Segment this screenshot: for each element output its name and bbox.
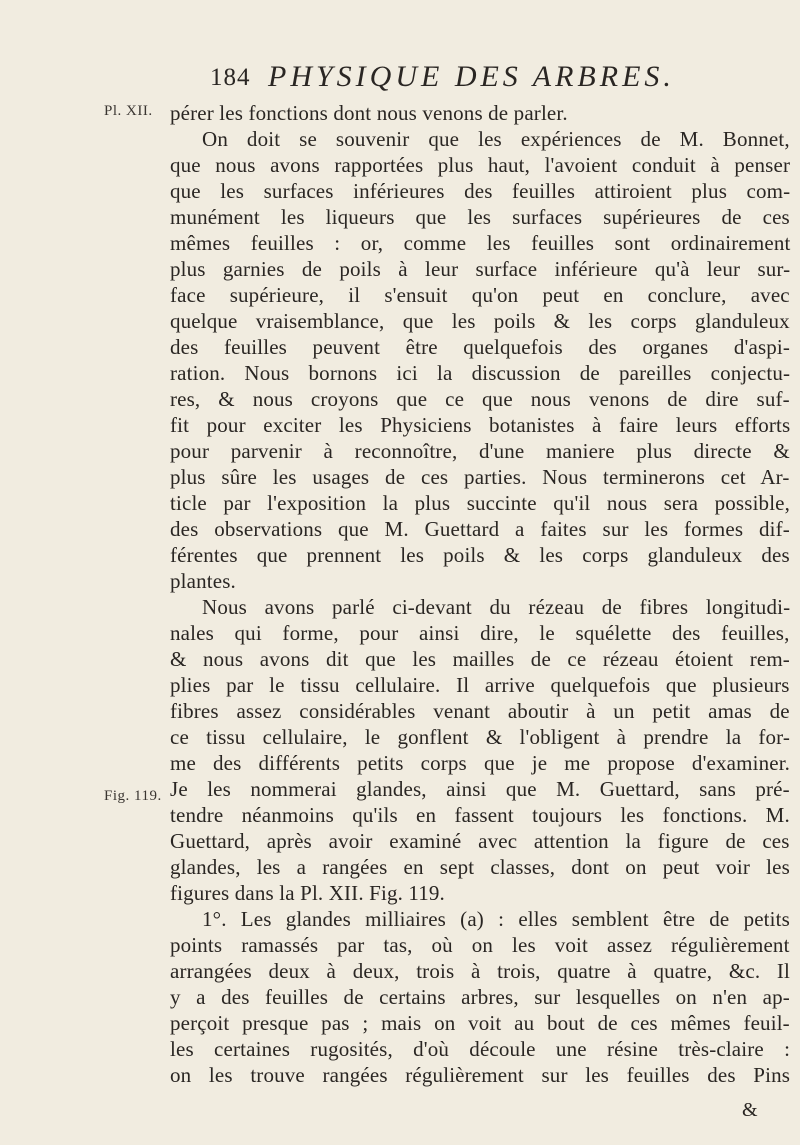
- text-line: perçoit presque pas ; mais on voit au bout de ces mêmes feuil-: [170, 1011, 790, 1035]
- text-line: plus sûre les usages de ces parties. Nous terminerons cet Ar-: [170, 465, 790, 489]
- text-line: 1°. Les glandes milliaires (a) : elles semblent être de petits: [202, 907, 790, 931]
- text-line: les certaines rugosités, d'où découle une résine très-claire :: [170, 1037, 791, 1061]
- text-line: figures dans la Pl. XII. Fig. 119.: [170, 881, 445, 905]
- text-line: Guettard, après avoir examiné avec attention la figure de ces: [170, 829, 790, 853]
- text-line: y a des feuilles de certains arbres, sur lesquelles on n'en ap-: [170, 985, 790, 1009]
- text-line: On doit se souvenir que les expériences de M. Bonnet,: [202, 127, 790, 151]
- text-line: me des différents petits corps que je me propose d'examiner.: [170, 751, 791, 775]
- running-title: PHYSIQUE DES ARBRES.: [268, 60, 675, 93]
- text-line: fit pour exciter les Physiciens botanistes à faire leurs efforts: [170, 413, 791, 437]
- margin-note-plate: Pl. XII.: [104, 103, 153, 119]
- text-line: pour parvenir à reconnoître, d'une maniere plus directe &: [170, 439, 790, 463]
- text-line: fibres assez considérables venant aboutir à un petit amas de: [170, 699, 790, 723]
- text-line: ticle par l'exposition la plus succinte qu'il nous sera possible,: [170, 491, 791, 515]
- text-line: & nous avons dit que les mailles de ce rézeau étoient rem-: [170, 647, 790, 671]
- text-line: nales qui forme, pour ainsi dire, le squélette des feuilles,: [170, 621, 790, 645]
- text-line: ce tissu cellulaire, le gonflent & l'obligent à prendre la for-: [170, 725, 791, 749]
- text-line: plantes.: [170, 569, 236, 593]
- page-header: [0, 60, 800, 100]
- text-line: des observations que M. Guettard a faites sur les formes dif-: [170, 517, 790, 541]
- text-line: pérer les fonctions dont nous venons de parler.: [170, 101, 568, 125]
- text-line: que les surfaces inférieures des feuilles attiroient plus com-: [170, 179, 791, 203]
- page-number: 184: [210, 64, 251, 91]
- text-line: face supérieure, il s'ensuit qu'on peut en conclure, avec: [170, 283, 790, 307]
- text-line: plies par le tissu cellulaire. Il arrive quelquefois que plusieurs: [170, 673, 790, 697]
- margin-note-figure: Fig. 119.: [104, 788, 162, 804]
- text-line: mêmes feuilles : or, comme les feuilles sont ordinairement: [170, 231, 791, 255]
- text-line: Je les nommerai glandes, ainsi que M. Guettard, sans pré-: [170, 777, 790, 801]
- text-line: munément les liqueurs que les surfaces supérieures de ces: [170, 205, 790, 229]
- text-line: glandes, les a rangées en sept classes, dont on peut voir les: [170, 855, 790, 879]
- text-line: points ramassés par tas, où on les voit assez régulièrement: [170, 933, 790, 957]
- text-line: res, & nous croyons que ce que nous venons de dire suf-: [170, 387, 790, 411]
- text-line: quelque vraisemblance, que les poils & les corps glanduleux: [170, 309, 790, 333]
- catchword: &: [742, 1099, 758, 1121]
- text-line: Nous avons parlé ci-devant du rézeau de fibres longitudi-: [202, 595, 791, 619]
- text-line: arrangées deux à deux, trois à trois, quatre à quatre, &c. Il: [170, 959, 791, 983]
- text-line: férentes que prennent les poils & les corps glanduleux des: [170, 543, 790, 567]
- text-line: ration. Nous bornons ici la discussion de pareilles conjectu-: [170, 361, 791, 385]
- text-line: des feuilles peuvent être quelquefois des organes d'aspi-: [170, 335, 791, 359]
- text-line: tendre néanmoins qu'ils en fassent toujours les fonctions. M.: [170, 803, 790, 827]
- text-line: plus garnies de poils à leur surface inférieure qu'à leur sur-: [170, 257, 791, 281]
- text-line: que nous avons rapportées plus haut, l'avoient conduit à penser: [170, 153, 791, 177]
- text-line: on les trouve rangées régulièrement sur les feuilles des Pins: [170, 1063, 791, 1087]
